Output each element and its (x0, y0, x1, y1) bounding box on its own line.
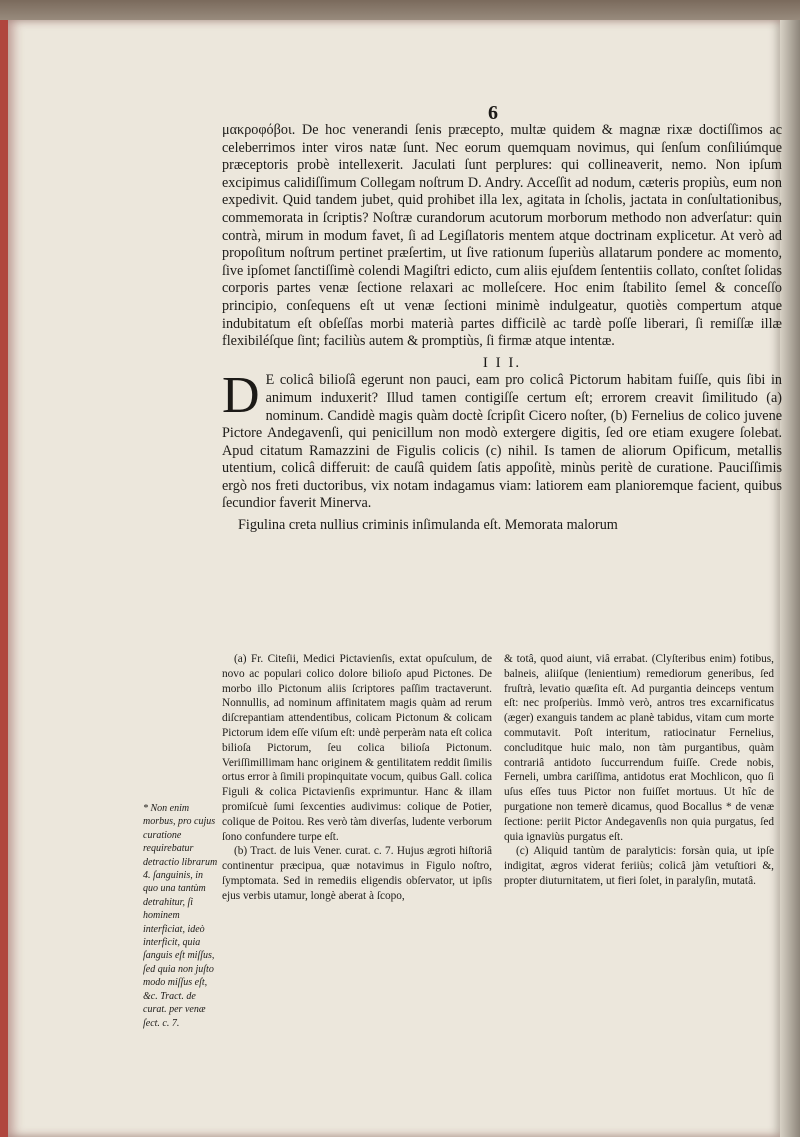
paragraph-2-text: E colicâ bilioſâ egerunt non pauci, eam pro colicâ Pictorum habitam fuiſſe, quis ſibi in animum induxerit? Illud tamen contigiſſe certum eſt; errorem creavit ſimilitudo (a) nominum. Candidè magis quàm doctè ſcripſit Cicero noſter, (b) Fernelius de colico juvene Pictore Andegavenſi, qui penicillum non modò extergere digitis, ſed ore etiam exugere ſolebat. Apud citatum Ramazzini de Figulis colicis (c) nihil. Is tamen de aliorum Opificum, metallis utentium, colicâ differuit: de cauſâ quidem ſatis appoſitè, minùs peritè de curatione. Pauciſſimis ergò nos freti ductoribus, vix notam indagamus viam: latiorem eam planioremque facient, quibus ſecundior faverit Minerva. (222, 372, 782, 512)
footnote-a: (a) Fr. Citeſii, Medici Pictavienſis, extat opuſculum, de novo ac populari colico dolore bilioſo apud Pictones. De morbo illo Pictonum aliis ſcriptores paſſim tractaverunt. Nonnullis, ad nominum affinitatem magis quàm ad rerum diſcrepantiam attendentibus, colicam Pictonum & colicam Pictorum idem eſſe viſum eſt: undè perperàm nata eſt colica bilioſa Pictorum, ſeu colica bilioſa Pictonum. Veriſſimillimam hanc originem & gentilitatem reddit ſimilis ortus error à ſimili propinquitate vocum, quibus Gall. colica Figuli & colica Pictavienſis exprimuntur. Hanc & illam promiſcuè ſumi ſexcenties audivimus: colique de Potier, colique de Poitou. Res verò tàm diverſas, ludente verborum ſono confundere turpe eſt. (222, 653, 492, 843)
page-right-edge (780, 20, 800, 1137)
page-number: 6 (488, 102, 498, 124)
footnote-b: (b) Tract. de luis Vener. curat. c. 7. Hujus ægroti hiſtoriâ continentur præcipua, quæ notavimus in Figulo noſtro, ſymptomata. Sed in remediis eligendis obſervator, ut ipſis ejus verbis utamur, longè aberat à ſcopo, (222, 845, 492, 902)
footnotes-right-column (504, 652, 774, 889)
page-left-edge (0, 20, 8, 1137)
footnote-c: (c) Aliquid tantùm de paralyticis: forsàn quia, ut ipſe indigitat, ægros viderat feriiùs; colicâ jàm vetuſtiori &, propter diuturnitatem, ut fieri ſolet, in paralyſin, mutatâ. (504, 845, 774, 887)
footnote-b-continued: & totâ, quod aiunt, viâ errabat. (Clyſteribus enim) fotibus, balneis, aliiſque (lenientium) remediorum generibus, ſed fruſtrà, levatio quæſita eſt. Ad purgantia deinceps ventum eſt: nec proſperiùs. Immò verò, antros tres excarnificatus (æger) exanguis tandem ac planè tabidus, vitam cum morte commutavit. Poſt interitum, ratiocinatur Fernelius, concluditque huic malo, non tàm purgantibus, quàm contrariâ antidoto ſuccurrendum fuiſſe. Crede nobis, Ferneli, umbra cariſſima, antidotus erat Mochlicon, quo ſi uſus eſſes tuus Pictor non fuiſſet mortuus. Ut hîc de purgatione non temerè dicamus, quod Bocallus * de venæ ſectione: periit Pictor Andegavenſis non quia purgatus, ſed quia ignaviùs purgatus eſt. (504, 653, 774, 843)
paragraph-1: μακροφόβοι. De hoc venerandi ſenis præcepto, multæ quidem & magnæ rixæ doctiſſimos ac celeberrimos inter viros natæ ſunt. Nec eorum quemquam novimus, qui ſenſum conſiliúmque præceptoris probè intellexerit. Jaculati ſunt perplures: qui collineaverit, nemo. Non ipſum excipimus calidiſſimum Collegam noſtrum D. Andry. Acceſſit ad nodum, cæteris propiùs, eum non expedivit. Quid tandem jubet, quid prohibet illa lex, agitata in ſcholis, jactata in conſultationibus, commemorata in ſcriptis? Noſtræ curandorum acutorum morborum methodo non adverſatur: quin contrà, mirum in modum favet, ſi ad Legiſlatoris mentem atque doctrinam explicetur. At verò ad propoſitum noſtrum pertinet præſertim, ut ſive rationum ſuperiùs allatarum pondere ac momento, ſive ipſomet ſanctiſſimè colendi Magiſtri edicto, cum aliis ejuſdem ſententiis collato, conſtet ſolidas corporis partes venæ ſectione relaxari ac molleſcere. Hoc enim ſtabilito ſemel & conceſſo principio, conſequens eſt ut venæ ſectioni minimè indulgeatur, quotiès compertum atque indubitatum eſt obſeſſas morbi materià partes difficilè ac tardè poſſe liberari, ſi remiſſæ illæ flexibiléſque ſint; faciliùs autem & promptiùs, ſi firmæ atque intentæ. (222, 122, 782, 350)
section-number: I I I. (482, 354, 522, 371)
book-binding-edge (0, 0, 800, 22)
paragraph-3: Figulina creta nullius criminis inſimulanda eſt. Memorata malorum (238, 517, 618, 534)
main-text (222, 122, 782, 535)
marginal-note: * Non enim morbus, pro cujus curatione requirebatur detractio librarum 4. ſanguinis, in quo una tantùm detrahitur, ſi hominem interficiat, ideò interficit, quia ſanguis eſt miſſus, ſed quia non juſto modo miſſus eſt, &c. Tract. de curat. per venæ ſect. c. 7. (143, 803, 218, 1029)
drop-cap: D (222, 367, 260, 425)
paragraph-2 (222, 367, 782, 513)
footnotes-left-column (222, 652, 492, 904)
